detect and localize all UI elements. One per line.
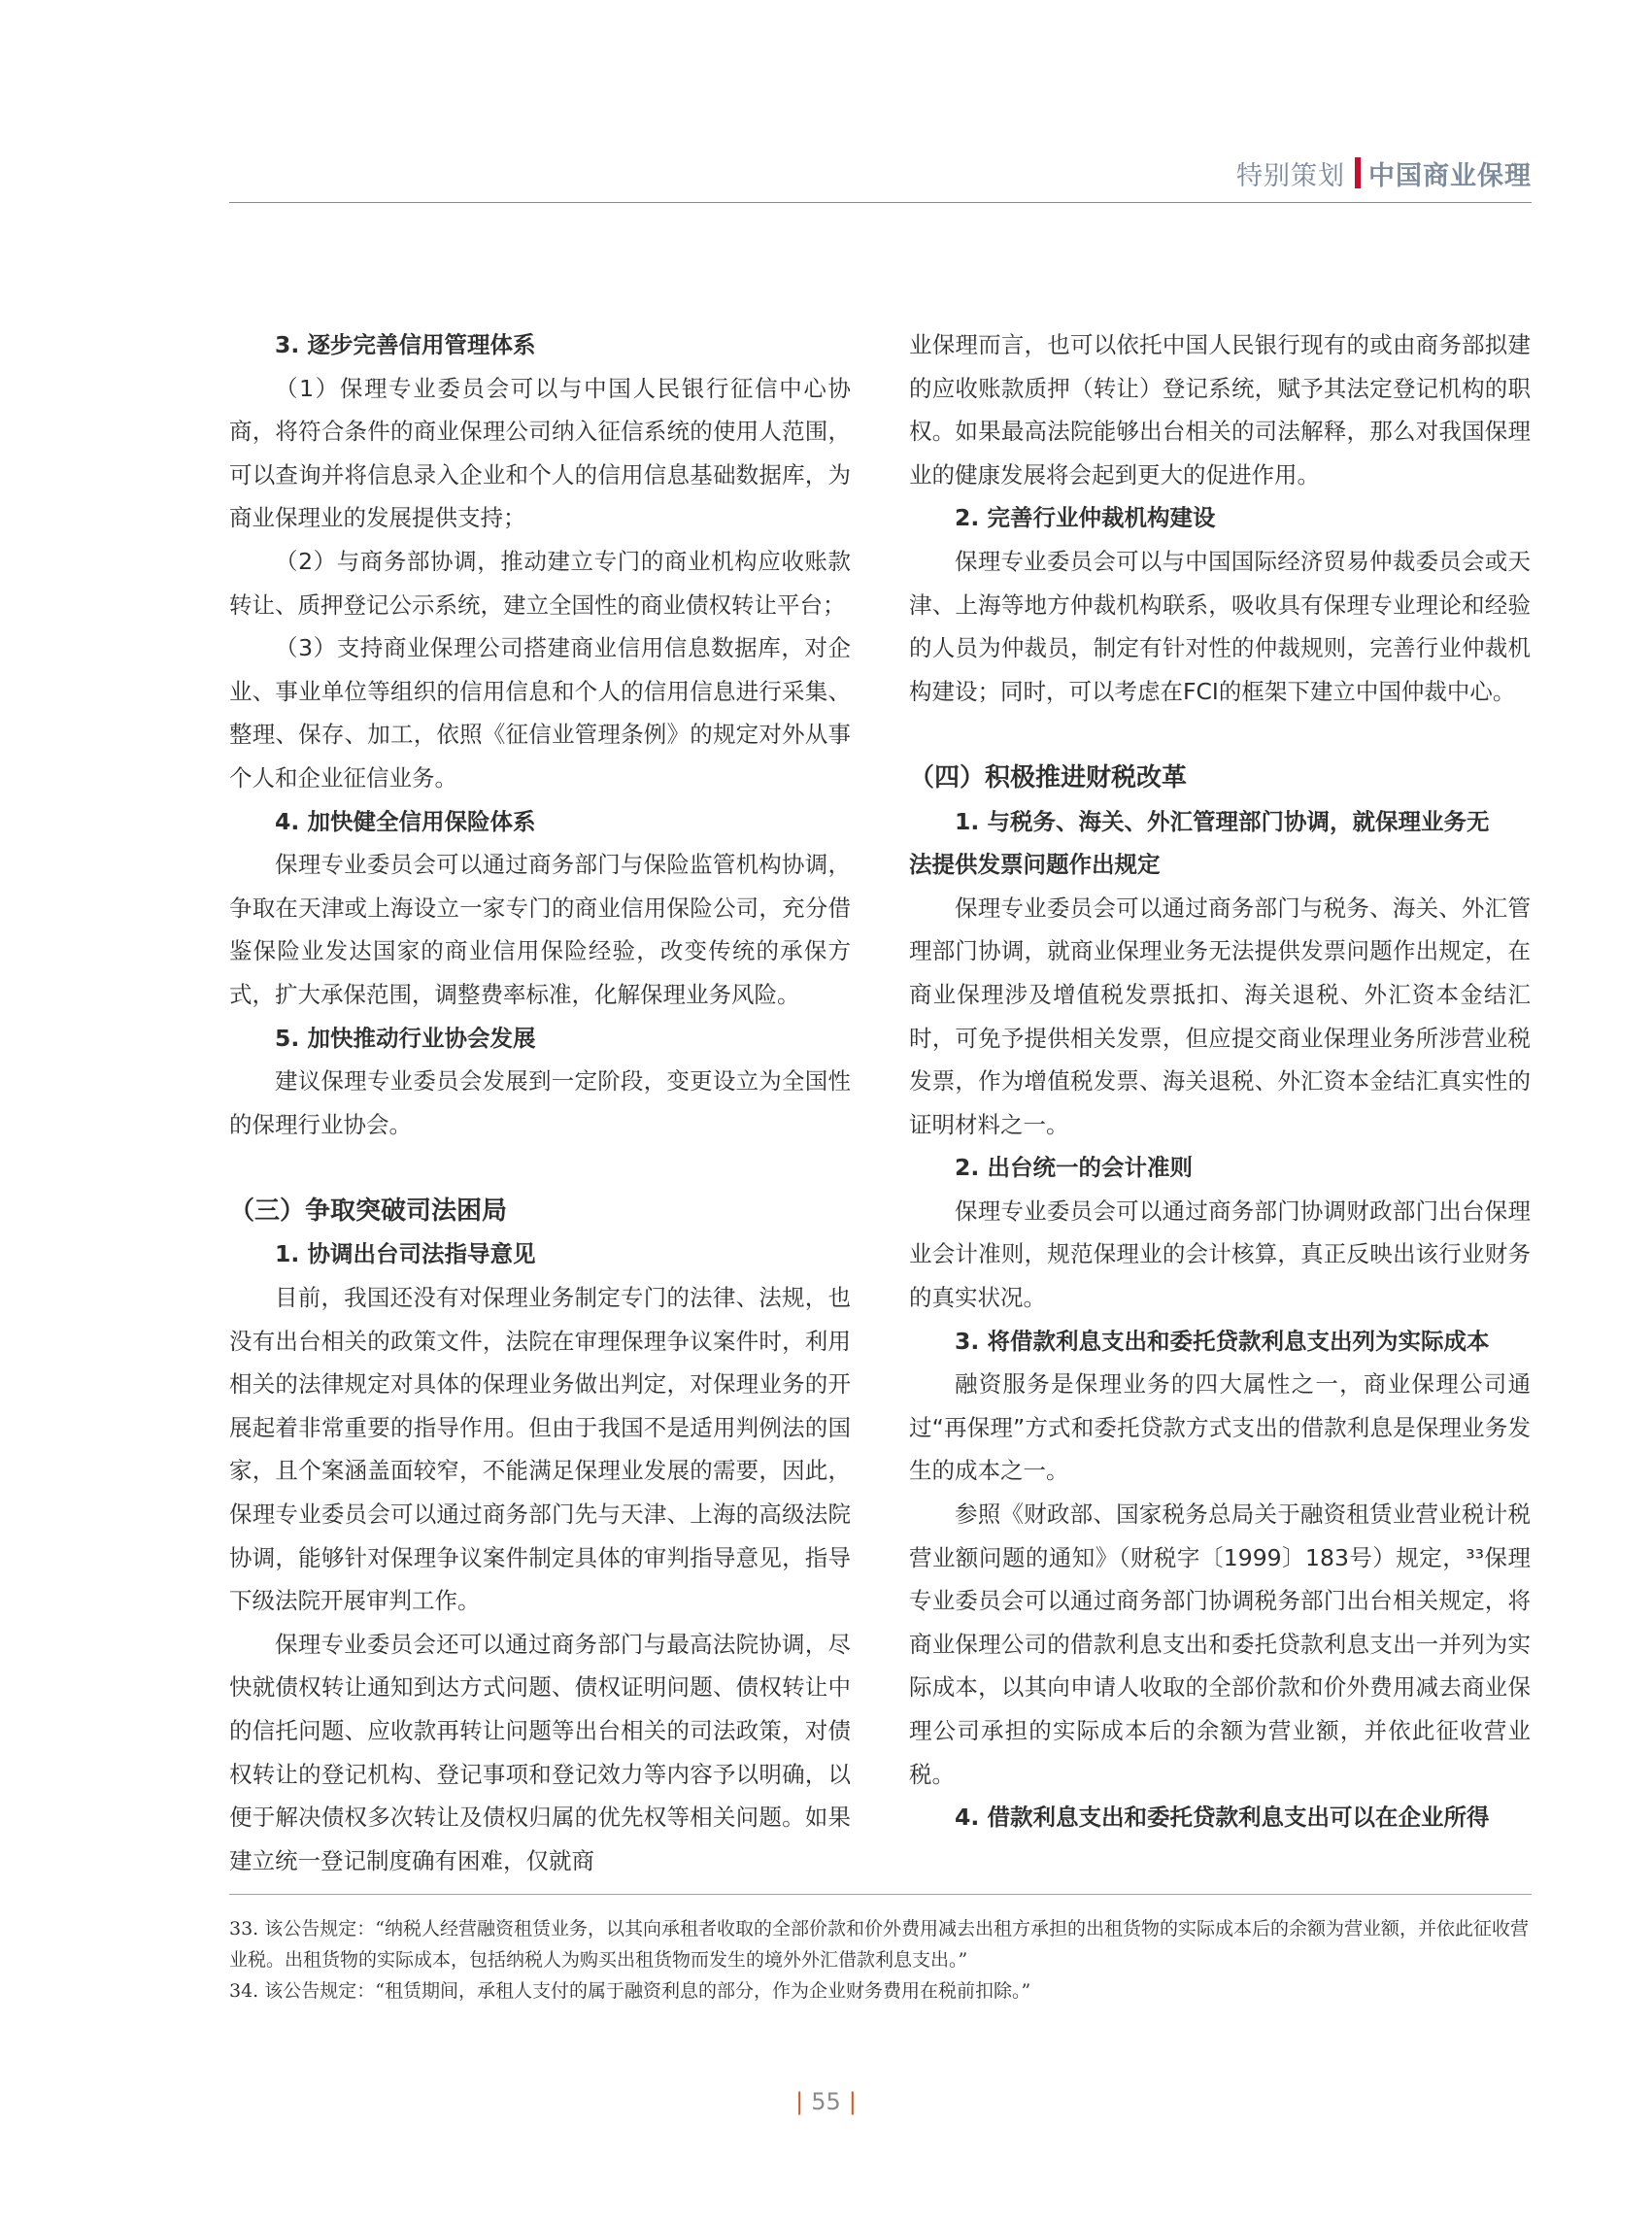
footnote-33: 33. 该公告规定：“纳税人经营融资租赁业务，以其向承租者收取的全部价款和价外费用减去出租方承担的出租货物的实际成本后的余额为营业额，并依此征收营业税。出租货物的实际成本，包括纳税人为购买出租货物而发生的境外外汇借款利息支出。” — [229, 1918, 1529, 1971]
left-column — [229, 323, 851, 1882]
page-number-value: 55 — [811, 2088, 841, 2115]
section-gap — [909, 713, 1531, 757]
page-bracket-left: | — [795, 2088, 804, 2115]
paragraph: （1）保理专业委员会可以与中国人民银行征信中心协商，将符合条件的商业保理公司纳入征信系统的使用人范围，可以查询并将信息录入企业和个人的信用信息基础数据库，为商业保理业的发展提供支持； — [229, 374, 851, 532]
subheading: 3. 逐步完善信用管理体系 — [275, 331, 536, 358]
section-heading: （四）积极推进财税改革 — [909, 762, 1188, 793]
footnote-rule — [229, 1894, 1532, 1895]
subheading: 2. 出台统一的会计准则 — [955, 1154, 1193, 1182]
paragraph: 融资服务是保理业务的四大属性之一，商业保理公司通过“再保理”方式和委托贷款方式支出的借款利息是保理业务发生的成本之一。 — [909, 1370, 1531, 1485]
page-number — [0, 2088, 1652, 2115]
header-rule — [229, 202, 1532, 203]
subheading: 2. 完善行业仲裁机构建设 — [955, 504, 1216, 532]
paragraph: 参照《财政部、国家税务总局关于融资租赁业营业税计税营业额问题的通知》（财税字〔1999〕183号）规定，³³保理专业委员会可以通过商务部门协调税务部门出台相关规定，将商业保理公司的借款利息支出和委托贷款利息支出一并列为实际成本，以其向申请人收取的全部价款和价外费用减去商业保理公司承担的实际成本后的余额为营业额，并依此征收营业税。 — [909, 1501, 1531, 1788]
subheading: 5. 加快推动行业协会发展 — [275, 1024, 536, 1052]
section-title: 特别策划 — [1236, 160, 1345, 191]
right-column — [909, 323, 1531, 1839]
paragraph: 保理专业委员会可以通过商务部门与保险监管机构协调，争取在天津或上海设立一家专门的商业信用保险公司，充分借鉴保险业发达国家的商业信用保险经验，改变传统的承保方式，扩大承保范围，调整费率标准，化解保理业务风险。 — [229, 851, 851, 1008]
magazine-title: 中国商业保理 — [1368, 160, 1532, 191]
subheading: 1. 协调出台司法指导意见 — [275, 1240, 536, 1268]
paragraph-continued: 业保理而言，也可以依托中国人民银行现有的或由商务部拟建的应收账款质押（转让）登记系统，赋予其法定登记机构的职权。如果最高法院能够出台相关的司法解释，那么对我国保理业的健康发展将会起到更大的促进作用。 — [909, 331, 1531, 489]
subheading: 4. 加快健全信用保险体系 — [275, 807, 536, 835]
paragraph: 保理专业委员会还可以通过商务部门与最高法院协调，尽快就债权转让通知到达方式问题、债权证明问题、债权转让中的信托问题、应收款再转让问题等出台相关的司法政策，对债权转让的登记机构、登记事项和登记效力等内容予以明确，以便于解决债权多次转让及债权归属的优先权等相关问题。如果建立统一登记制度确有困难，仅就商 — [229, 1630, 851, 1874]
subheading: 4. 借款利息支出和委托贷款利息支出可以在企业所得 — [955, 1804, 1490, 1832]
paragraph: 保理专业委员会可以与中国国际经济贸易仲裁委员会或天津、上海等地方仲裁机构联系，吸收具有保理专业理论和经验的人员为仲裁员，制定有针对性的仲裁规则，完善行业仲裁机构建设；同时，可以考虑在FCI的框架下建立中国仲裁中心。 — [909, 547, 1531, 705]
header-divider — [1355, 157, 1361, 188]
paragraph: 保理专业委员会可以通过商务部门与税务、海关、外汇管理部门协调，就商业保理业务无法提供发票问题作出规定，在商业保理涉及增值税发票抵扣、海关退税、外汇资本金结汇时，可免予提供相关发票，但应提交商业保理业务所涉营业税发票，作为增值税发票、海关退税、外汇资本金结汇真实性的证明材料之一。 — [909, 894, 1531, 1138]
paragraph: 目前，我国还没有对保理业务制定专门的法律、法规，也没有出台相关的政策文件，法院在审理保理争议案件时，利用相关的法律规定对具体的保理业务做出判定，对保理业务的开展起着非常重要的指导作用。但由于我国不是适用判例法的国家，且个案涵盖面较窄，不能满足保理业发展的需要，因此，保理专业委员会可以通过商务部门先与天津、上海的高级法院协调，能够针对保理争议案件制定具体的审判指导意见，指导下级法院开展审判工作。 — [229, 1284, 851, 1615]
paragraph: 保理专业委员会可以通过商务部门协调财政部门出台保理业会计准则，规范保理业的会计核算，真正反映出该行业财务的真实状况。 — [909, 1197, 1531, 1312]
page-bracket-right: | — [848, 2088, 857, 2115]
paragraph: 建议保理专业委员会发展到一定阶段，变更设立为全国性的保理行业协会。 — [229, 1067, 851, 1138]
footnotes — [229, 1913, 1532, 2007]
footnote-34: 34. 该公告规定：“租赁期间，承租人支付的属于融资利息的部分，作为企业财务费用在税前扣除。” — [229, 1980, 1031, 2002]
subheading: 3. 将借款利息支出和委托贷款利息支出列为实际成本 — [955, 1327, 1490, 1355]
section-gap — [229, 1146, 851, 1190]
paragraph: （3）支持商业保理公司搭建商业信用信息数据库，对企业、事业单位等组织的信用信息和个人的信用信息进行采集、整理、保存、加工，依照《征信业管理条例》的规定对外从事个人和企业征信业务。 — [229, 634, 851, 792]
subheading: 1. 与税务、海关、外汇管理部门协调，就保理业务无 — [955, 807, 1490, 835]
running-header — [1236, 152, 1532, 194]
section-heading: （三）争取突破司法困局 — [229, 1196, 508, 1226]
subheading-continued: 法提供发票问题作出规定 — [909, 851, 1161, 879]
paragraph: （2）与商务部协调，推动建立专门的商业机构应收账款转让、质押登记公示系统，建立全国性的商业债权转让平台； — [229, 547, 851, 619]
